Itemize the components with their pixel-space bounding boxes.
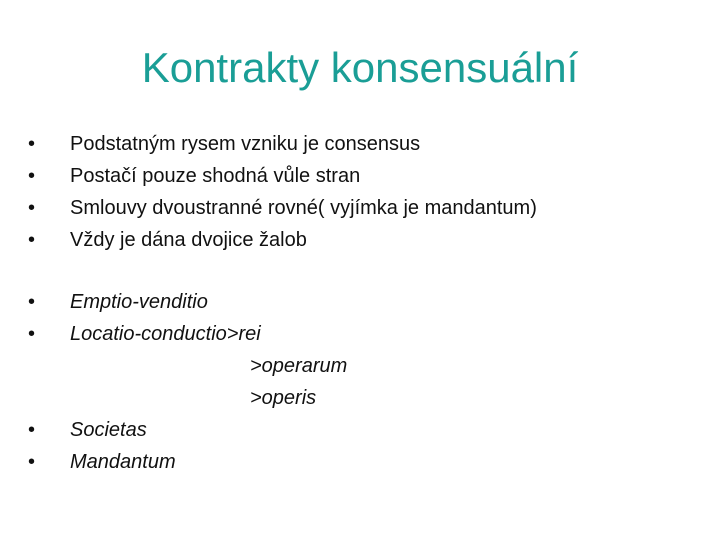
list-item bbox=[28, 414, 708, 446]
type-emptio-venditio: Emptio-venditio bbox=[70, 291, 208, 313]
list-item bbox=[28, 192, 708, 224]
contract-types-list bbox=[28, 286, 708, 478]
point-shared-will: Postačí pouze shodná vůle stran bbox=[70, 165, 361, 187]
list-item bbox=[28, 446, 708, 478]
bullet-icon: • bbox=[28, 229, 36, 251]
bullet-icon: • bbox=[28, 323, 36, 345]
type-locatio-conductio: Locatio-conductio>rei bbox=[70, 323, 261, 345]
list-subitem bbox=[28, 382, 708, 414]
bullet-icon: • bbox=[28, 165, 36, 187]
bullet-icon: • bbox=[28, 291, 36, 313]
type-mandantum: Mandantum bbox=[70, 451, 176, 473]
bullet-icon: • bbox=[28, 451, 36, 473]
bullet-icon: • bbox=[28, 133, 36, 155]
bullet-icon: • bbox=[28, 197, 36, 219]
list-item bbox=[28, 160, 708, 192]
list-item bbox=[28, 318, 708, 350]
list-subitem bbox=[28, 350, 708, 382]
point-consensus: Podstatným rysem vzniku je consensus bbox=[70, 133, 421, 155]
list-item bbox=[28, 128, 708, 160]
point-bilateral: Smlouvy dvoustranné rovné( vyjímka je mandantum) bbox=[70, 197, 537, 219]
list-item bbox=[28, 224, 708, 256]
slide-title: Kontrakty konsensuální bbox=[141, 44, 579, 91]
type-locatio-operarum: >operarum bbox=[250, 355, 348, 377]
main-points-list bbox=[28, 128, 708, 256]
type-societas: Societas bbox=[70, 419, 147, 441]
type-locatio-operis: >operis bbox=[250, 387, 317, 409]
list-item bbox=[28, 286, 708, 318]
bullet-icon: • bbox=[28, 419, 36, 441]
point-actions: Vždy je dána dvojice žalob bbox=[70, 229, 307, 251]
